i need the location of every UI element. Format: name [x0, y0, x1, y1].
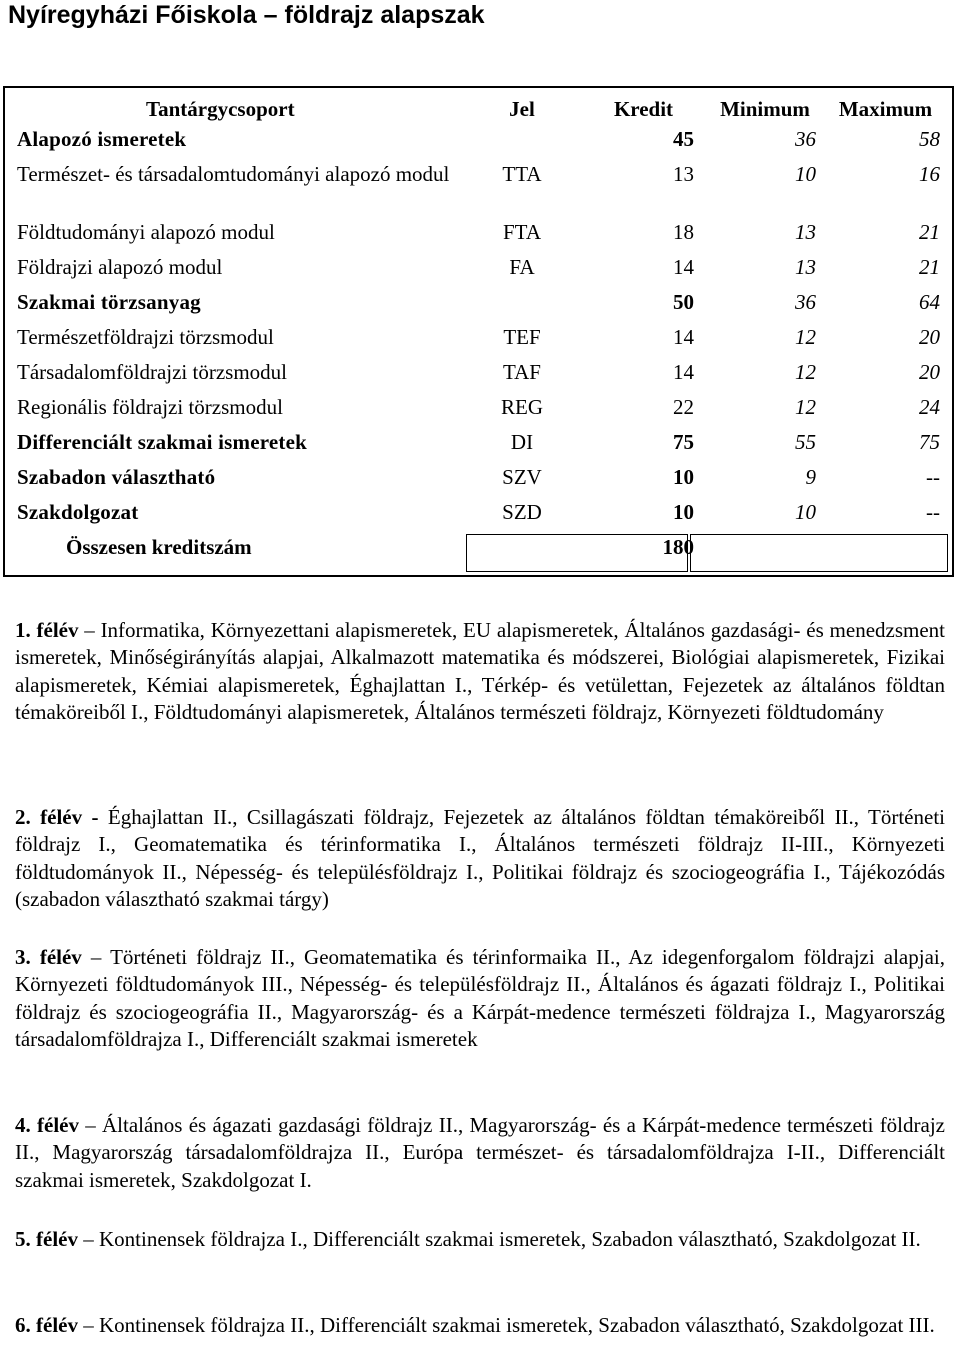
semester-separator: –: [81, 945, 111, 969]
row-jel: DI: [510, 430, 534, 454]
row-minimum: 9: [805, 465, 816, 489]
semester-separator: –: [77, 1227, 99, 1251]
table-row: [11, 161, 948, 219]
semester-label: 3. félév: [15, 945, 82, 969]
credit-table: [11, 92, 948, 569]
semester-separator: –: [78, 618, 101, 642]
row-name: Szabadon választható: [17, 465, 216, 489]
row-maximum: 75: [919, 430, 940, 454]
row-name: Természetföldrajzi törzsmodul: [17, 325, 274, 349]
semester-courses: Történeti földrajz II., Geomatematika és térinformaika II., Az idegenforgalom földrajzi alapjai, Környezeti földtudományok III., Népesség- és településföldrajz II., Általános és ágazati földrajz I., Politikai földrajz és szociogeográfia II., Magyarország- és a Kárpát-medence természeti földrajza I., Magyarország társadalomföldrajza I., Differenciált szakmai ismeretek: [15, 945, 945, 1052]
row-name: Földrajzi alapozó modul: [17, 255, 223, 279]
semester-separator: –: [77, 1313, 99, 1337]
row-maximum: 58: [919, 127, 940, 151]
table-header-row: [11, 92, 948, 126]
row-jel: TAF: [503, 360, 541, 384]
row-kredit: 14: [673, 360, 694, 384]
row-maximum: 64: [919, 290, 940, 314]
row-maximum: --: [926, 465, 940, 489]
row-maximum: --: [926, 500, 940, 524]
row-name: Alapozó ismeretek: [17, 127, 187, 151]
semester-separator: –: [78, 1113, 102, 1137]
row-minimum: 12: [795, 325, 816, 349]
total-box: [466, 534, 688, 572]
row-kredit: 50: [673, 290, 694, 314]
row-minimum: 12: [795, 360, 816, 384]
header-minimum: Minimum: [720, 97, 810, 121]
table-row: [11, 464, 948, 499]
row-jel: TEF: [503, 325, 541, 349]
semester-paragraph: [15, 617, 945, 727]
semester-label: 4. félév: [15, 1113, 79, 1137]
row-jel: [464, 126, 580, 161]
row-kredit: 45: [673, 127, 694, 151]
semester-label: 2. félév -: [15, 805, 99, 829]
row-jel: SZD: [502, 500, 542, 524]
row-name: Természet- és társadalomtudományi alapozó modul: [17, 162, 450, 186]
row-maximum: 20: [919, 360, 940, 384]
semester-paragraph: [15, 804, 945, 914]
row-minimum: 36: [795, 127, 816, 151]
semester-courses: Kontinensek földrajza I., Differenciált szakmai ismeretek, Szabadon választható, Szakdolgozat II.: [98, 1227, 921, 1251]
table-row: [11, 126, 948, 161]
header-group: Tantárgycsoport: [146, 97, 295, 121]
table-row: [11, 254, 948, 289]
row-kredit: 10: [673, 465, 694, 489]
row-kredit: 13: [673, 162, 694, 186]
row-jel: FTA: [503, 220, 541, 244]
row-jel: REG: [501, 395, 543, 419]
row-minimum: 36: [795, 290, 816, 314]
row-kredit: 75: [673, 430, 694, 454]
row-minimum: 12: [795, 395, 816, 419]
semester-paragraph: [15, 1112, 945, 1194]
page-title: Nyíregyházi Főiskola – földrajz alapszak: [8, 1, 485, 29]
row-jel: [464, 289, 580, 324]
row-jel: TTA: [502, 162, 542, 186]
row-jel: FA: [509, 255, 535, 279]
semester-courses: Éghajlattan II., Csillagászati földrajz, Fejezetek az általános földtan témaköreiből II., Történeti földrajz I., Geomatematika és térinformatika I., Általános természeti földrajz II-III., Környezeti földtudományok II., Népesség- és településföldrajz I., Politikai földrajz és szociogeográfia I., Tájékozódás (szabadon választható szakmai tárgy): [15, 805, 945, 912]
credit-table-frame: [3, 86, 954, 577]
row-minimum: 13: [795, 220, 816, 244]
row-maximum: 21: [919, 255, 940, 279]
row-jel: SZV: [502, 465, 542, 489]
row-name: Társadalomföldrajzi törzsmodul: [17, 360, 287, 384]
semester-label: 5. félév: [15, 1227, 78, 1251]
table-row: [11, 429, 948, 464]
semester-paragraph: [15, 944, 945, 1054]
table-row: [11, 394, 948, 429]
header-kredit: Kredit: [613, 97, 674, 121]
row-maximum: 21: [919, 220, 940, 244]
semester-courses: Informatika, Környezettani alapismeretek, EU alapismeretek, Általános gazdasági- és menedzsment ismeretek, Minőségirányítás alapjai, Alkalmazott matematika és módszerei, Biológiai alapismeretek, Fizikai alapismeretek, Kémiai alapismeretek, Éghajlattan I., Térkép- és vetülettan, Fejezetek az általános földtan témaköreiből I., Földtudományi alapismeretek, Általános természeti földrajz, Környezeti földtudomány: [15, 618, 946, 725]
row-minimum: 10: [795, 500, 816, 524]
semester-separator: [99, 805, 108, 829]
table-row: [11, 499, 948, 534]
table-row: [11, 289, 948, 324]
row-minimum: 10: [795, 162, 816, 186]
total-label: Összesen kreditszám: [66, 535, 252, 559]
row-kredit: 10: [673, 500, 694, 524]
semester-courses: Általános és ágazati gazdasági földrajz II., Magyarország- és a Kárpát-medence természeti földrajz II., Magyarország társadalomföldrajza II., Európa természet- és társadalomföldrajza I-II., Differenciált szakmai ismeretek, Szakdolgozat I.: [15, 1113, 945, 1192]
row-maximum: 20: [919, 325, 940, 349]
row-kredit: 14: [673, 325, 694, 349]
row-minimum: 55: [795, 430, 816, 454]
semester-paragraph: [15, 1312, 945, 1339]
header-jel: Jel: [509, 97, 535, 121]
table-row: [11, 219, 948, 254]
semester-paragraph: [15, 1226, 945, 1253]
semester-label: 1. félév: [15, 618, 79, 642]
row-name: Szakdolgozat: [17, 500, 139, 524]
row-name: Regionális földrajzi törzsmodul: [17, 395, 283, 419]
row-maximum: 24: [919, 395, 940, 419]
row-minimum: 13: [795, 255, 816, 279]
row-name: Szakmai törzsanyag: [17, 290, 201, 314]
total-empty-box: [690, 534, 948, 572]
header-maximum: Maximum: [838, 97, 933, 121]
row-maximum: 16: [919, 162, 940, 186]
table-row: [11, 359, 948, 394]
table-row: [11, 324, 948, 359]
total-kredit: 180: [662, 535, 694, 559]
semester-courses: Kontinensek földrajza II., Differenciált szakmai ismeretek, Szabadon választható, Szakdolgozat III.: [98, 1313, 935, 1337]
row-kredit: 14: [673, 255, 694, 279]
row-name: Differenciált szakmai ismeretek: [17, 430, 308, 454]
row-kredit: 22: [673, 395, 694, 419]
row-kredit: 18: [673, 220, 694, 244]
semester-label: 6. félév: [15, 1313, 78, 1337]
row-name: Földtudományi alapozó modul: [17, 220, 275, 244]
